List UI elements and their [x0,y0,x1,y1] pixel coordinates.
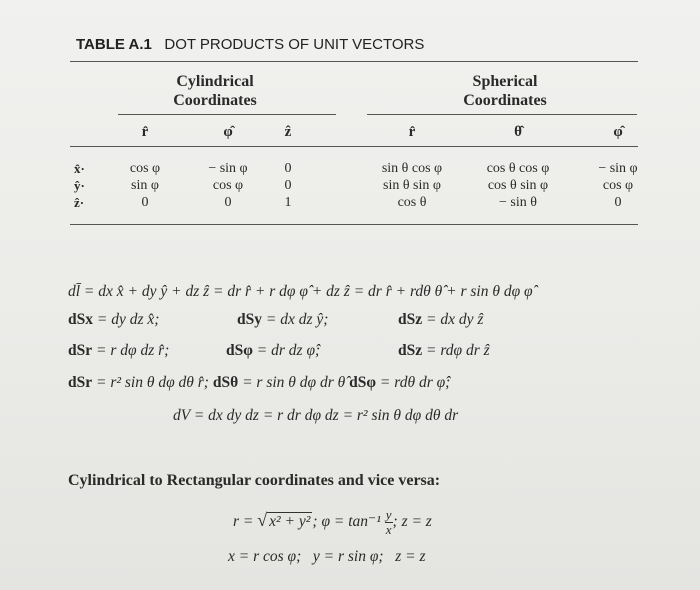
surface-element-spherical [68,374,450,392]
table-cell: sin θ sin φ [383,178,441,193]
table-caption: DOT PRODUCTS OF UNIT VECTORS [164,36,425,53]
sph-group-rule [367,114,637,115]
col-header-sph-r: r̂ [408,124,416,140]
table-cell: cos θ cos φ [486,161,550,176]
col-header-cyl-phi: φ̂ [223,124,233,140]
z-equation: ; z = z [392,513,432,531]
row-label-y: ŷ· [74,178,85,193]
table-cell: 0 [614,195,622,210]
eq-rhs: = dx dz ŷ; [262,311,329,328]
row-label-z: ẑ· [74,195,85,210]
table-cell: 0 [141,195,149,210]
sph-r-column [352,160,472,211]
table-bottom-rule [70,224,638,225]
table-cell: 0 [284,161,292,176]
spherical-group-heading [440,72,570,110]
surface-element-cyl-z [398,342,490,360]
table-title [76,36,424,53]
eq-lhs: dSθ [212,374,239,391]
table-cell: sin φ [131,178,159,193]
table-cell: 0 [224,195,232,210]
fraction-numerator: y [385,507,392,522]
volume-element-equation: dV = dx dy dz = r dr dφ dz = r² sin θ dφ dθ dr [173,407,459,424]
table-cell: 1 [284,195,292,210]
cyl-group-rule [118,114,336,115]
table-cell: cos φ [602,178,634,193]
eq-rhs: = rdφ dr ẑ [422,342,490,359]
table-header-rule [70,146,638,147]
fraction-denominator: x [385,522,392,537]
cyl-group-line1: Cylindrical [176,73,254,90]
cyl-z-column [228,160,348,211]
r-lhs: r = [233,513,254,531]
table-cell: cos θ sin φ [487,178,549,193]
line-element-equation: dl̄ = dx x̂ + dy ŷ + dz ẑ = dr r̂ + r dφ φ̂ + dz ẑ = dr r̂ + rdθ θ̂ + r sin θ dφ φ̂ [68,283,533,300]
col-header-cyl-r: r̂ [141,124,149,140]
row-label-x: x̂· [74,161,85,176]
eq-lhs: dSφ [226,342,253,359]
phi-lhs: ; φ = tan⁻¹ [312,513,381,531]
eq-lhs: dSφ [349,374,377,391]
surface-element-cyl-r [68,342,169,360]
eq-rhs: = rdθ dr φ̂; [376,374,451,391]
table-cell: sin θ cos φ [381,161,443,176]
table-cell: − sin θ [499,195,537,210]
fraction [385,508,393,537]
table-top-rule [70,61,638,62]
eq-rhs: = dr dz φ̂; [252,342,321,359]
surface-element-rect-z [398,311,483,329]
table-number: TABLE A.1 [76,36,152,53]
table-cell: cos θ [397,195,427,210]
conversion-heading: Cylindrical to Rectangular coordinates and vice versa: [68,472,441,489]
sqrt-icon: √ [257,510,268,531]
cylindrical-group-heading [150,72,280,110]
eq-rhs: = r dφ dz r̂; [92,342,170,359]
col-header-cyl-z: ẑ [284,124,292,140]
table-cell: 0 [284,178,292,193]
surface-element-rect-y [237,311,328,329]
eq-rhs: = dy dz x̂; [93,311,160,328]
eq-lhs: dSy [237,311,262,328]
table-cell: cos φ [212,178,244,193]
eq-rhs: = r sin θ dφ dr θ̂ [238,374,350,391]
sqrt-argument: x² + y² [269,513,311,531]
table-cell: − sin φ [208,161,248,176]
rect-from-cyl-equation: x = r cos φ; y = r sin φ; z = z [228,548,426,565]
surface-element-rect [68,311,159,329]
eq-rhs: = r² sin θ dφ dθ r̂; [92,374,213,391]
sph-group-line2: Coordinates [463,92,547,109]
row-label-column [74,160,85,211]
sph-group-line1: Spherical [472,73,538,90]
cyl-group-line2: Coordinates [173,92,257,109]
eq-lhs: dSz [398,311,423,328]
eq-rhs: = dx dy ẑ [422,311,484,328]
cyl-from-rect-equation [233,508,432,537]
sph-phi-column [558,160,678,211]
eq-lhs: dSz [398,342,423,359]
eq-lhs: dSr [68,342,93,359]
table-cell: cos φ [129,161,161,176]
eq-lhs: dSx [68,311,93,328]
surface-element-cyl-phi [226,342,320,360]
eq-lhs: dSr [68,374,93,391]
table-cell: − sin φ [598,161,638,176]
col-header-sph-phi: φ̂ [613,124,623,140]
col-header-sph-theta: θ̂ [514,124,522,140]
